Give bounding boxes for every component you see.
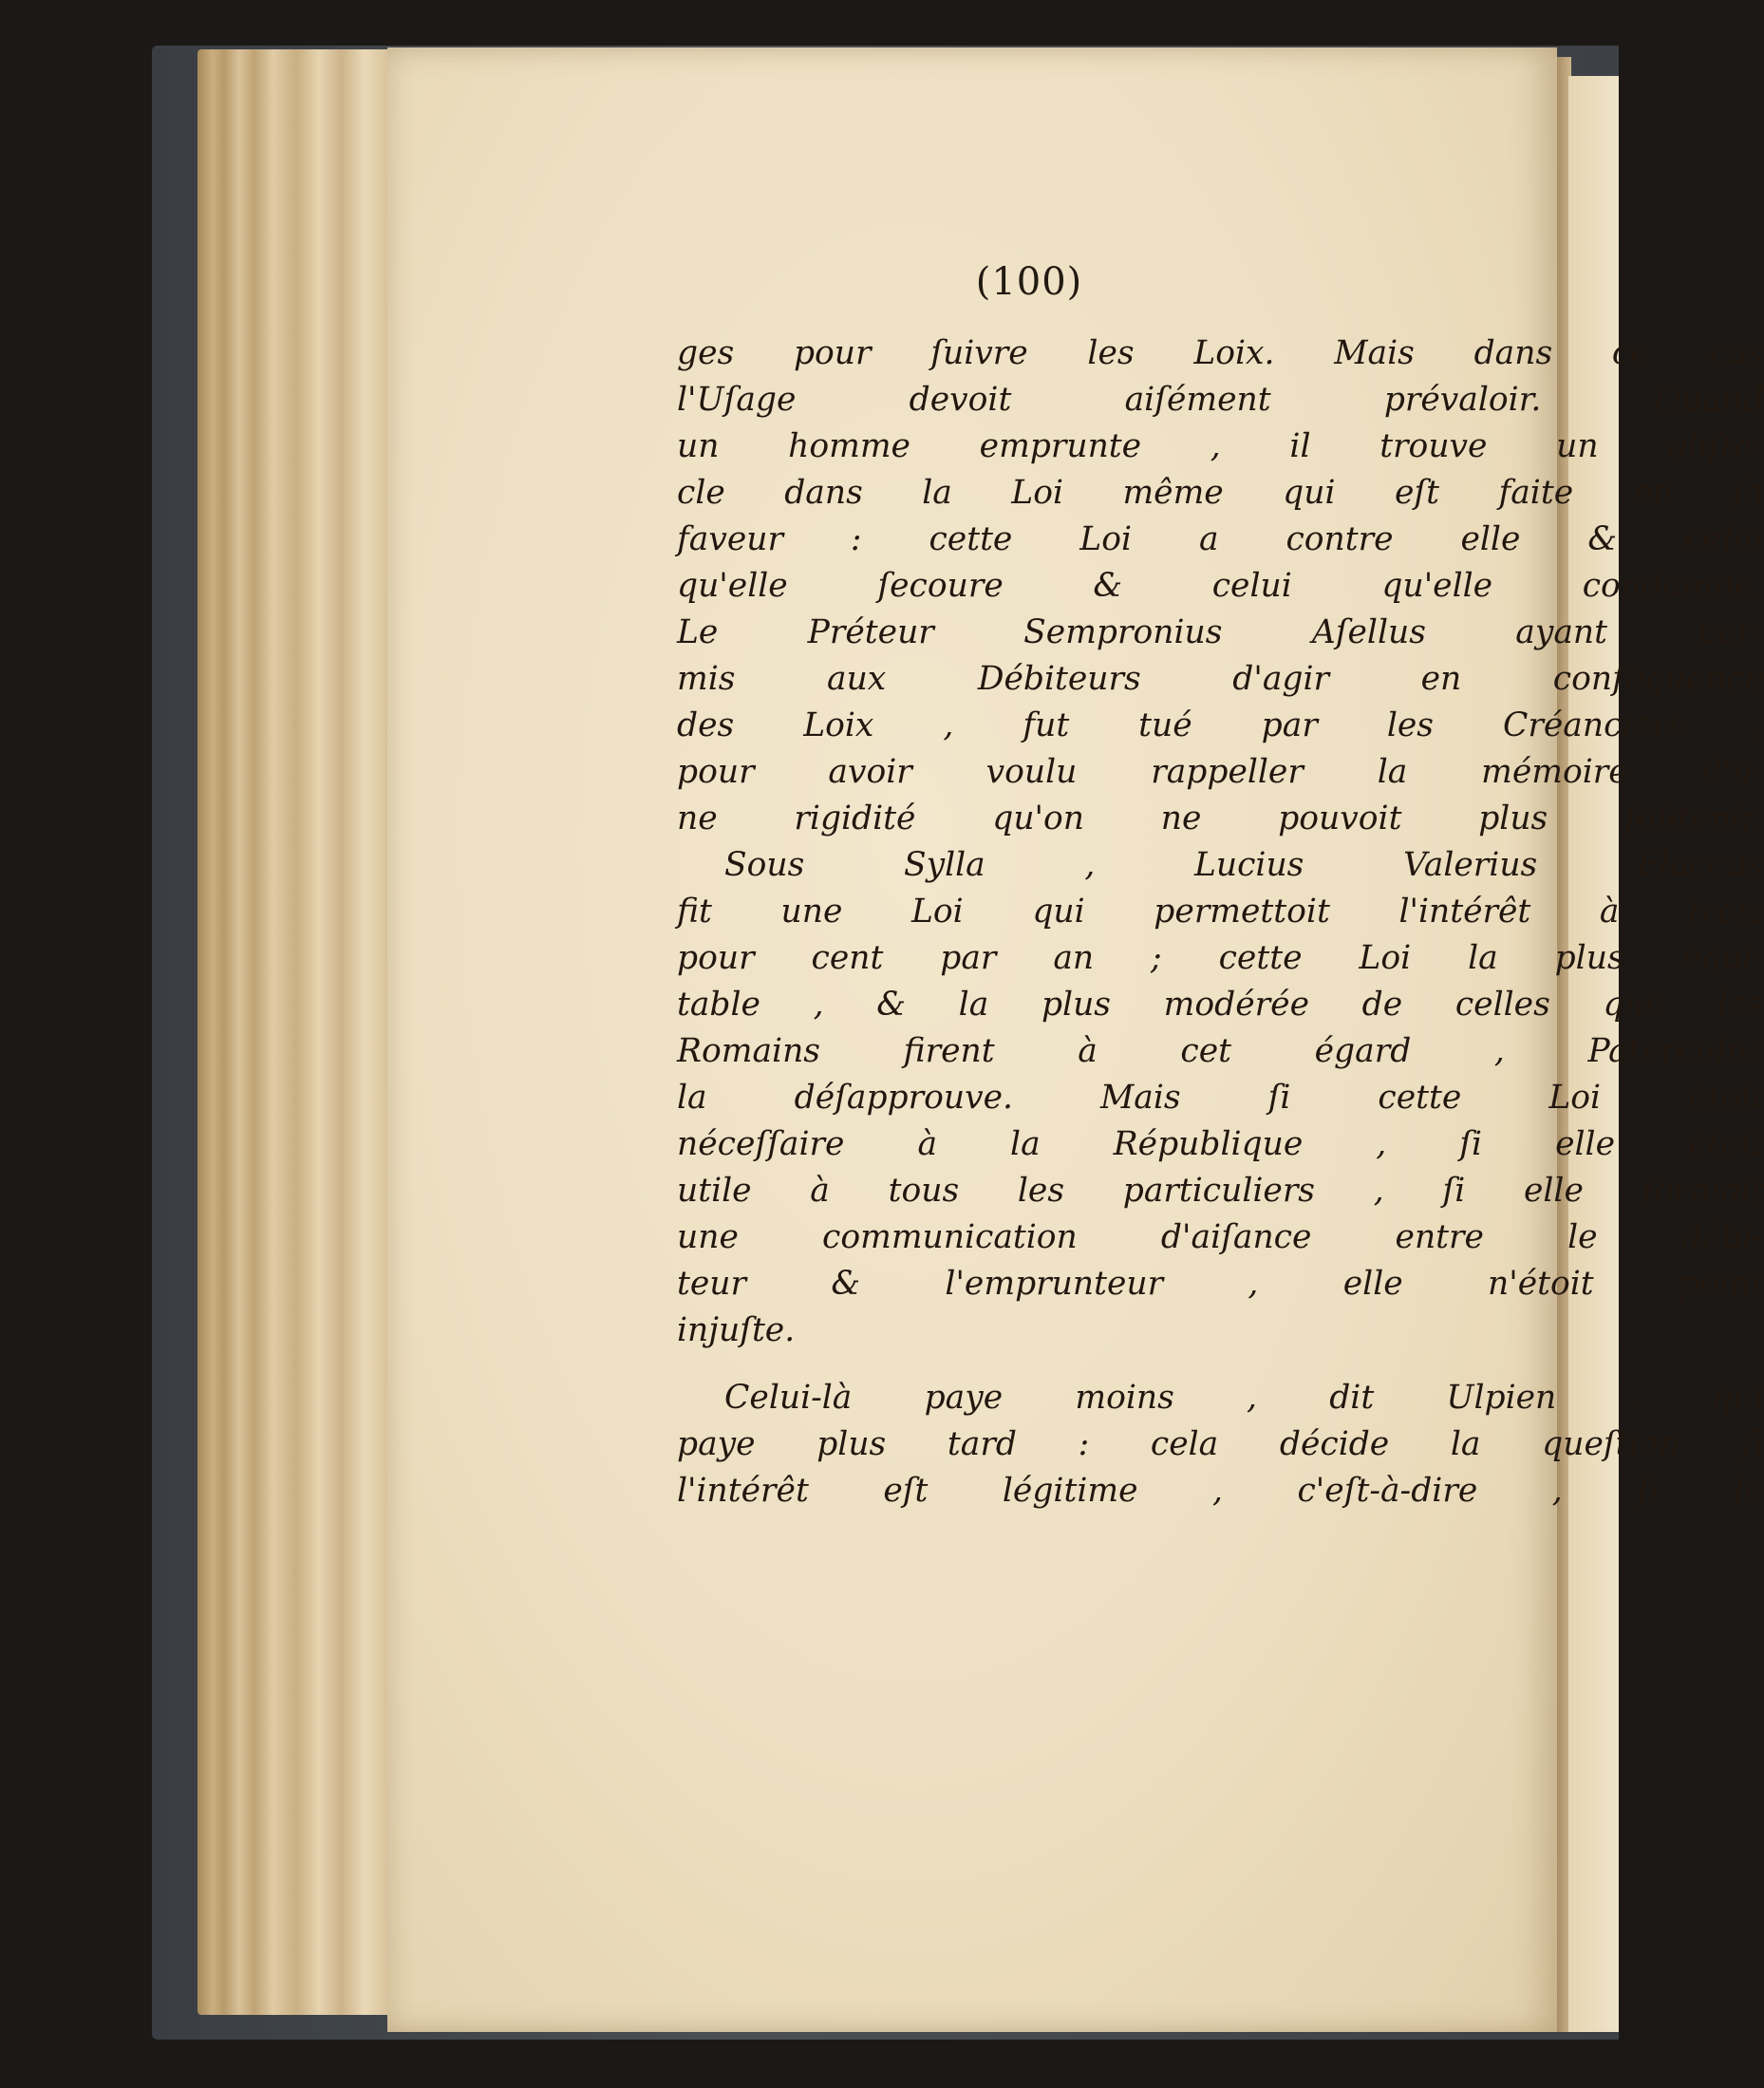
text-line: l'Uſage devoit aiſément prévaloir. Quand [677,381,1764,419]
text-line: mis aux Débiteurs d'agir en conſéquence [677,660,1764,698]
text-line: teur & l'emprunteur , elle n'étoit point [677,1265,1764,1303]
text-line: pour cent par an ; cette Loi la plus équi- [677,939,1764,977]
page-number: (100) [975,260,1083,304]
text-line: une communication d'aiſance entre le débi- [677,1218,1764,1256]
text-line: fit une Loi qui permettoit l'intérêt à trois [677,893,1764,931]
text-line: l'intérêt eſt légitime , c'eſt-à-dire , ſi le [677,1472,1764,1510]
text-line: utile à tous les particuliers , ſi elle formoit [677,1172,1764,1210]
text-line: néceſſaire à la République , ſi elle étoit [677,1125,1764,1163]
text-line: faveur : cette Loi a contre elle & celui [677,520,1764,558]
text-line: ne rigidité qu'on ne pouvoit plus ſoûtenir. [677,799,1764,837]
text-line: table , & la plus modérée de celles que les [677,986,1764,1024]
text-line: paye plus tard : cela décide la queſtion ſi [677,1425,1764,1463]
page-text [677,330,1764,1514]
book-page [387,47,1764,2032]
text-line: pour avoir voulu rappeller la mémoire d'u- [677,753,1764,791]
text-line: la déſapprouve. Mais ſi cette Loi étoit [677,1079,1764,1117]
page-edges [197,49,387,2015]
text-line: des Loix , fut tué par les Créanciers , [677,706,1764,744]
text-line: ges pour ſuivre les Loix. Mais dans ce cas [677,334,1764,372]
text-line: injuſte. [677,1311,796,1349]
text-line: Le Préteur Sempronius Aſellus ayant per- [677,613,1764,651]
text-line: Romains firent à cet égard , Paterculus [677,1032,1764,1070]
text-line: Celui-là paye moins , dit Ulpien , qui [724,1379,1764,1417]
text-line: un homme emprunte , il trouve un obſta- [677,427,1764,465]
text-line: qu'elle ſecoure & celui qu'elle condamne. [677,567,1764,605]
text-line: Sous Sylla , Lucius Valerius Flaccus [724,846,1764,884]
text-line: cle dans la Loi même qui eſt faite en ſa [677,474,1764,512]
